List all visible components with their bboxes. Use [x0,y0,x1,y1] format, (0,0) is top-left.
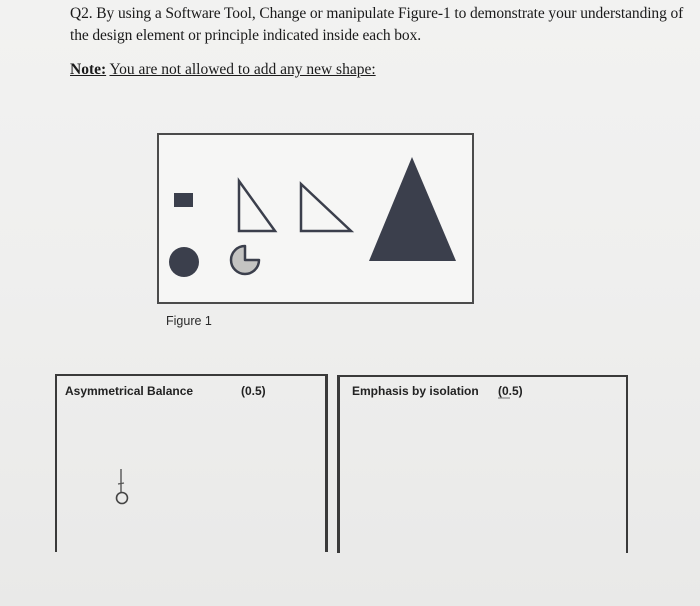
figure-caption: Figure 1 [166,314,212,328]
figure-1-frame [157,133,474,304]
note-line [70,59,376,81]
note-label: Note: [70,61,107,78]
box-title: Asymmetrical Balance [65,384,194,398]
shape-dark-rectangle [174,193,193,207]
box-score: (0.5) [498,384,523,398]
note-text: You are not allowed to add any new shape: [109,61,376,78]
asymmetrical-balance-box [55,374,328,552]
hand-drawn-scribble-icon [112,467,136,509]
box-title: Emphasis by isolation [352,384,479,398]
shape-outline-triangle-2 [301,184,351,231]
figure-1-shapes [159,135,472,302]
box-score: (0.5) [241,384,266,398]
shape-outline-triangle-1 [239,181,275,231]
shape-dark-triangle [369,157,456,261]
question-text: Q2. By using a Software Tool, Change or manipulate Figure-1 to demonstrate your understanding of the design element or principle indicated inside each box. [70,5,684,44]
shape-pie-circle [231,246,259,274]
emphasis-by-isolation-box [337,375,628,553]
shape-dark-circle [169,247,199,277]
